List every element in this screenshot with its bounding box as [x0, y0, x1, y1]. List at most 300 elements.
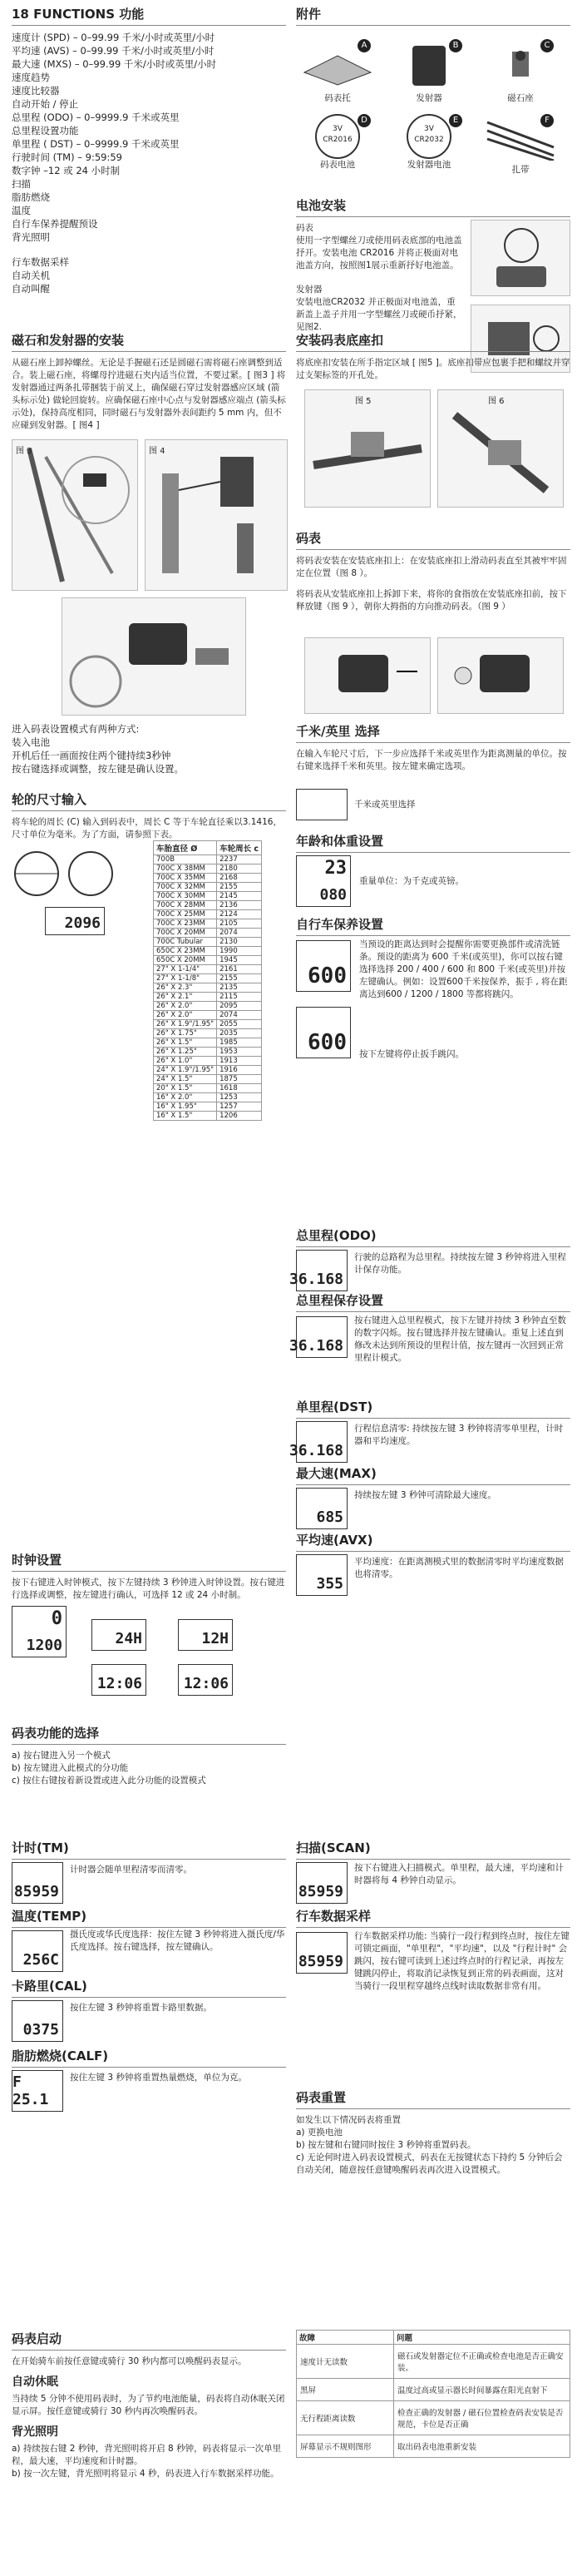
magnet-title: 磁石和发射器的安装: [12, 331, 286, 352]
wheel-circumference-cell: 2035: [217, 1029, 262, 1038]
wheel-table-row: [154, 1102, 262, 1112]
accessories-grid: [296, 31, 570, 197]
wheel-circumference-cell: 2130: [217, 938, 262, 947]
wheel-size-cell: 26" X 1.75": [154, 1029, 217, 1038]
trouble-fault-cell: 速度计无读数: [297, 2345, 394, 2379]
autostart-title: 码表启动: [12, 2330, 286, 2351]
maintenance-text-2: 按下左键将停止扳手跳闪。: [359, 1049, 464, 1059]
age-weight-title: 年龄和体重设置: [296, 832, 570, 853]
wheel-section: [12, 790, 286, 1120]
wake-line-3: 开机后任一画面按住两个键持续3秒钟: [12, 750, 171, 761]
function-item: 自动开始 / 停止: [12, 98, 79, 110]
temp-section: [12, 1907, 286, 1969]
wheel-size-cell: 650C X 20MM: [154, 956, 217, 965]
clock-lcd-3-value: 12H: [201, 1630, 229, 1647]
dst-title: 单里程(DST): [296, 1398, 570, 1419]
wheel-size-cell: 27" X 1-1/8": [154, 974, 217, 983]
unit-title: 千米/英里 选择: [296, 722, 570, 743]
reset-item-a: a) 更换电池: [296, 2128, 343, 2138]
wheel-circumference-cell: 2161: [217, 965, 262, 974]
wake-line-1: 进入码表设置模式有两种方式:: [12, 723, 140, 735]
maintenance-lcd-2: [296, 1007, 351, 1058]
wheel-size-cell: 16" X 1.95": [154, 1102, 217, 1112]
trouble-issue-cell: 检查正确的发射器 / 磁石位置检查码表安装是否规范，卡位是否正确: [394, 2401, 570, 2435]
tm-title: 计时(TM): [12, 1839, 286, 1860]
wheel-circumference-cell: 2136: [217, 901, 262, 910]
function-item: 总里程设置功能: [12, 125, 79, 136]
wheel-table-row: [154, 919, 262, 929]
wheel-size-cell: 26" X 2.0": [154, 1002, 217, 1011]
reset-item-c: c) 无论何时进入码表设置模式，码表在无按键状态下持约 5 分钟后会自动关闭，随意按任意键唤醒码表再次进入设置模式。: [296, 2152, 563, 2175]
wheel-circumference-cell: 1913: [217, 1057, 262, 1066]
tm-section: [12, 1839, 286, 1900]
autostart-text: 在开始骑车前按任意键或骑行 30 秒内都可以唤醒码表显示。: [12, 2356, 247, 2366]
wheel-circumference-cell: 2074: [217, 1011, 262, 1020]
tm-text: 计时器会随单里程清零而清零。: [70, 1865, 192, 1875]
function-item: 速度比较器: [12, 85, 60, 97]
fig4-image: [145, 439, 288, 591]
wheel-table-row: [154, 874, 262, 883]
sampling-section: [296, 1907, 570, 1991]
mode-select-item-a: a) 按右键进入另一个模式: [12, 1751, 111, 1761]
battery-sub-transmitter: 发射器: [296, 285, 323, 295]
functions-section: [12, 5, 286, 295]
maintenance-lcd-2-value: 600: [308, 1030, 347, 1055]
wheel-circumference-cell: 2155: [217, 974, 262, 983]
accessory-b-label: 发射器: [416, 93, 442, 103]
wheel-circumference-cell: 2115: [217, 993, 262, 1002]
fig9-image: [437, 637, 564, 714]
wheel-size-cell: 26" X 2.0": [154, 1011, 217, 1020]
trouble-table-row: [297, 2401, 570, 2435]
temp-text: 摄氏度或华氏度选择：按住左键 3 秒钟将进入摄氏度/华氏度选择。按右键选择，按左键确认。: [70, 1930, 285, 1952]
mxs-title: 最大速(MAX): [296, 1464, 570, 1485]
accessories-section: [296, 5, 570, 197]
trouble-issue-cell: 温度过高或显示器长时间暴露在阳光直射下: [394, 2379, 570, 2401]
function-item: 最大速 (MXS) – 0–99.99 千米/小时或英里/小时: [12, 58, 217, 70]
dst-lcd: [289, 1421, 348, 1463]
odo-title: 总里程(ODO): [296, 1226, 570, 1247]
wheel-size-cell: 700C X 30MM: [154, 892, 217, 901]
scan-title: 扫描(SCAN): [296, 1839, 570, 1860]
clock-lcd-4: [91, 1664, 146, 1696]
wheel-table-row: [154, 1084, 262, 1093]
functions-title: 18 FUNCTIONS 功能: [12, 5, 286, 26]
sleep-title: 自动休眠: [12, 2375, 58, 2389]
trouble-fault-cell: 屏幕显示不规则图形: [297, 2435, 394, 2458]
mode-select-section: [12, 1724, 286, 1787]
age-weight-section: [296, 832, 570, 904]
trouble-table: [296, 2330, 570, 2458]
wheel-circumference-cell: 2145: [217, 892, 262, 901]
mount-base-title: 安装码表底座扣: [296, 331, 570, 352]
maintenance-title: 自行车保养设置: [296, 915, 570, 936]
odo-text: 行驶的总路程为总里程。持续按左键 3 秒钟将进入里程计保存功能。: [354, 1252, 566, 1275]
wheel-table-row: [154, 1029, 262, 1038]
wheel-circumference-cell: 1253: [217, 1093, 262, 1102]
wheel-size-cell: 700C X 32MM: [154, 883, 217, 892]
accessory-d-letter: D: [358, 114, 371, 127]
trouble-col-fault: 故障: [297, 2331, 394, 2345]
mode-select-item-b: b) 按左键进入此模式的分功能: [12, 1763, 129, 1773]
wheel-circumference-cell: 1985: [217, 1038, 262, 1048]
stem-mount-illustration: [438, 390, 563, 507]
wheel-size-cell: 700C X 25MM: [154, 910, 217, 919]
dst-text: 行程信息清零: 持续按左键 3 秒钟将清零单里程，计时器和平均速度。: [354, 1424, 564, 1446]
function-item: 速度趋势: [12, 72, 50, 83]
function-item: 平均速 (AVS) – 0–99.99 千米/小时或英里/小时: [12, 45, 215, 57]
wheel-size-cell: 26" X 1.0": [154, 1057, 217, 1066]
functions-list-2: [12, 255, 286, 295]
accessory-c-label: 磁石座: [507, 93, 534, 103]
wheel-size-cell: 26" X 1.5": [154, 1038, 217, 1048]
clock-lcd-4-value: 12:06: [96, 1675, 142, 1692]
cal-title: 卡路里(CAL): [12, 1977, 286, 1998]
mxs-lcd: [296, 1488, 348, 1529]
age-weight-label: 重量单位：为千克或英镑。: [359, 876, 464, 886]
fig3-image: [12, 439, 138, 591]
battery-cr2032-icon: 3V CR2032: [407, 114, 451, 159]
accessory-a-label: 码表托: [324, 93, 351, 103]
age-weight-lcd: [296, 855, 351, 907]
calf-section: [12, 2047, 286, 2108]
odo-save-text: 按右键进入总里程模式，按下左键并持续 3 秒钟直至数的数字闪烁。按右键选择并按左键确认。重复上述直到修改未达到所预设的里程计值，按左键再一次回到正常里程计模式。: [354, 1315, 566, 1363]
age-weight-lcd-top: 23: [324, 858, 347, 879]
trouble-table-body: [297, 2345, 570, 2458]
trouble-fault-cell: 无行程距离读数: [297, 2401, 394, 2435]
function-item: 数字钟 –12 或 24 小时制: [12, 165, 121, 176]
function-item: 脂肪燃烧: [12, 191, 50, 203]
wheel-table-row: [154, 864, 262, 874]
wheel-table-row: [154, 855, 262, 864]
sampling-lcd-value: 85959: [298, 1953, 343, 1970]
wheel-size-cell: 700C X 23MM: [154, 919, 217, 929]
mode-select-item-c: c) 按住右键按着新设置或进入此分功能的设置模式: [12, 1776, 206, 1786]
accessory-e: [387, 114, 471, 181]
odo-lcd-value: 36.168: [289, 1271, 343, 1288]
computer-text-2: 将码表从安装底座扣上拆卸下来，将你的食指放在安装底座扣前，按下释放键（图 9 ），朝你大拇指的方向推动码表。（图 9 ）: [296, 589, 567, 612]
functions-list: [12, 31, 286, 244]
cal-lcd: [12, 2000, 63, 2042]
wheel-table-row: [154, 1002, 262, 1011]
wheel-table-col-diameter: 车胎直径 Ø: [154, 841, 217, 855]
trouble-section: [296, 2330, 570, 2458]
odo-save-section: [289, 1291, 570, 1363]
wheel-circumference-cell: 2168: [217, 874, 262, 883]
function-item: 自动叫醒: [12, 283, 50, 295]
accessory-a: [296, 39, 379, 103]
clock-section: [12, 1551, 286, 1692]
accessories-title: 附件: [296, 5, 570, 26]
clock-lcd-2: [91, 1619, 146, 1651]
clock-lcd-1-bottom: 1200: [26, 1637, 62, 1654]
fig5-label: 图 5: [355, 397, 372, 406]
battery-text-transmitter: 安装电池CR2032 并正极面对电池盖，重新盖上盖子并用一字型螺丝刀或硬币抒紧，见图2.: [296, 297, 462, 332]
mount-base-text: 将底座扣安装在所手指定区域 [ 图5 ]。底座扣带应包裹手把和螺纹并穿过支架标签的开孔处。: [296, 358, 570, 380]
computer-title: 码表: [296, 529, 570, 550]
accessory-d-label: 码表电池: [320, 160, 355, 170]
wheel-circumference-cell: 2105: [217, 919, 262, 929]
computer-section: [296, 529, 570, 613]
wheel-circumference-cell: 2237: [217, 855, 262, 864]
wheel-size-cell: 16" X 1.5": [154, 1112, 217, 1121]
odo-save-lcd: [289, 1316, 348, 1358]
wheel-table-col-circumference: 车轮周长 c: [217, 841, 262, 855]
clock-title: 时钟设置: [12, 1551, 286, 1572]
fig1-image: [471, 220, 570, 296]
unit-label: 千米或英里选择: [354, 800, 416, 810]
wheel-circumference-cell: 2055: [217, 1020, 262, 1029]
wheel-table-row: [154, 1048, 262, 1057]
clock-lcd-3: [178, 1619, 233, 1651]
avs-text: 平均速度：在距离测模式里的数据清零时平均速度数据也将清零。: [354, 1557, 564, 1579]
accessory-a-letter: A: [358, 39, 371, 52]
temp-lcd-value: 256C: [22, 1951, 59, 1969]
wheel-size-cell: 26" X 1.9"/1.95": [154, 1020, 217, 1029]
scan-lcd-value: 85959: [298, 1883, 343, 1900]
wheel-lcd: [45, 907, 105, 935]
bike-mount-illustration: [62, 598, 245, 715]
battery-section: [296, 196, 570, 334]
wheel-table-row: [154, 1112, 262, 1121]
tm-lcd: [12, 1862, 63, 1904]
avs-lcd: [296, 1554, 348, 1596]
cal-lcd-value: 0375: [22, 2021, 59, 2039]
calf-title: 脂肪燃烧(CALF): [12, 2047, 286, 2068]
function-item: 行驶时间 (TM) – 9:59:59: [12, 151, 122, 163]
fig6-image: [437, 389, 564, 508]
wheel-size-cell: 26" X 1.25": [154, 1048, 217, 1057]
handlebar-mount-illustration: [305, 390, 430, 507]
mount-base-section: [296, 331, 570, 406]
odo-save-lcd-value: 36.168: [289, 1337, 343, 1355]
accessory-b-letter: B: [449, 39, 462, 52]
scan-section: [296, 1839, 570, 1900]
mount-overview-image: [62, 597, 246, 716]
avs-lcd-value: 355: [316, 1575, 343, 1593]
wheel-table-row: [154, 983, 262, 993]
wake-line-2: 装入电池: [12, 736, 50, 748]
magnet-section: [12, 331, 286, 456]
wheel-table-row: [154, 1011, 262, 1020]
odo-lcd: [289, 1250, 348, 1291]
mxs-lcd-value: 685: [316, 1508, 343, 1526]
cal-text: 按住左键 3 秒钟将重置卡路里数据。: [70, 2003, 212, 2013]
wheel-circumference-cell: 1875: [217, 1075, 262, 1084]
accessory-f: [479, 114, 562, 181]
backlight-title: 背光照明: [12, 2425, 58, 2439]
wheel-size-cell: 700C Tubular: [154, 938, 217, 947]
dst-section: [289, 1398, 570, 1459]
setup-intro-section: [12, 722, 286, 775]
accessory-f-label: 扎带: [511, 165, 530, 175]
accessory-d: [296, 114, 379, 181]
battery-text-computer: 使用一字型螺丝刀或使用码表底部的电池盖抒开。安装电池 CR2016 并将正极面对电池盖方向，按照图1展示重新抒好电池盖。: [296, 235, 462, 270]
wheel-table-row: [154, 910, 262, 919]
backlight-item-a: a) 持续按右键 2 秒钟，背光照明将开启 8 秒钟，码表将显示一次单里程，最大速，平均速度和计时器。: [12, 2444, 282, 2466]
wheel-table-row: [154, 938, 262, 947]
sensor-illustration: [146, 440, 287, 590]
accessory-e-letter: E: [449, 114, 462, 127]
wheel-table-row: [154, 1093, 262, 1102]
dst-lcd-value: 36.168: [289, 1442, 343, 1459]
wheel-table-row: [154, 947, 262, 956]
clock-lcd-5-value: 12:06: [183, 1675, 229, 1692]
unit-text: 在输入车轮尺寸后，下一步应选择千米或英里作为距离测量的单位。按右键来选择千米和英里。按左键来确定选项。: [296, 749, 567, 771]
reset-item-b: b) 按左键和右键同时按住 3 秒钟将重置码表。: [296, 2140, 476, 2150]
wheel-table-row: [154, 901, 262, 910]
wheel-table-row: [154, 993, 262, 1002]
function-item: 背光照明: [12, 231, 50, 243]
wheel-size-cell: 26" X 2.1": [154, 993, 217, 1002]
wheel-circumference-cell: 1945: [217, 956, 262, 965]
wheel-table-row: [154, 1038, 262, 1048]
wheel-circumference-cell: 2074: [217, 929, 262, 938]
clock-text: 按下右键进入时钟模式，按下左键持续 3 秒钟进入时钟设置。按右键进行选择或调整，按左键进行确认，可选择 12 或 24 小时制。: [12, 1578, 285, 1600]
maintenance-lcd-1-value: 600: [308, 964, 347, 988]
wheel-table-row: [154, 1057, 262, 1066]
computer-text-1: 将码表安装在安装底座扣上：在安装底座扣上滑动码表直至其被牢牢固定在位置（图 8 ）。: [296, 556, 567, 578]
wheel-circumference-cell: 1257: [217, 1102, 262, 1112]
trouble-table-row: [297, 2435, 570, 2458]
wheel-table-wrap: [153, 840, 262, 1121]
wheel-lcd-value: 2096: [64, 914, 101, 932]
battery-cover-illustration: [471, 220, 570, 295]
wheel-size-cell: 24" X 1.9"/1.95": [154, 1066, 217, 1075]
wheel-circumference-cell: 1916: [217, 1066, 262, 1075]
battery-cr2016-icon: 3V CR2016: [315, 114, 360, 159]
slide-on-illustration: [305, 638, 430, 713]
avs-title: 平均速(AVX): [296, 1531, 570, 1552]
reset-intro: 如发生以下情况码表将重置: [296, 2115, 401, 2125]
wake-line-4: 按右键选择或调整，按左键是确认设置。: [12, 763, 184, 775]
maintenance-section: [296, 915, 570, 1059]
tm-lcd-value: 85959: [13, 1883, 59, 1900]
calf-text: 按住左键 3 秒钟将重置热量燃烧，单位为克。: [70, 2073, 247, 2083]
wheel-size-cell: 700C X 20MM: [154, 929, 217, 938]
wheel-table-row: [154, 974, 262, 983]
wheel-table: [153, 840, 262, 1121]
fig8-image: [304, 637, 431, 714]
accessory-f-letter: F: [540, 114, 554, 127]
trouble-col-issue: 问题: [394, 2331, 570, 2345]
wheel-circumference-cell: 2180: [217, 864, 262, 874]
wheel-circumference-cell: 1206: [217, 1112, 262, 1121]
fig3-label: 图 3: [16, 447, 32, 456]
temp-title: 温度(TEMP): [12, 1907, 286, 1928]
calf-lcd: [12, 2070, 63, 2112]
wheel-size-cell: 650C X 23MM: [154, 947, 217, 956]
wheel-size-cell: 700C X 35MM: [154, 874, 217, 883]
sampling-lcd: [296, 1932, 348, 1974]
mxs-section: [296, 1464, 570, 1526]
wheel-table-row: [154, 1020, 262, 1029]
clock-lcd-1-top: 0: [51, 1608, 62, 1629]
function-item: 扫描: [12, 178, 31, 190]
wheel-size-cell: 26" X 2.3": [154, 983, 217, 993]
release-illustration: [438, 638, 563, 713]
wheel-diagram: [12, 840, 136, 940]
calf-lcd-value: F 25.1: [12, 2073, 49, 2108]
trouble-issue-cell: 磁石或发射器定位不正确或检查电池是否正确安装。: [394, 2345, 570, 2379]
magnet-text: 从磁石座上卸掉螺丝。无论是手握磁石还是圆磁石需将磁石座调整到适合。装上磁石座，将螺母拧进磁石夹内适当位置，不要过紧。[ 图3 ] 将发射器通过两条扎带捆装于前叉上，确保磁石穿过发射器感应区域 (箭头标示处) 做轮回旋转。应确保磁石座中心点与发射器感应端点 (箭头标示处)，保持高度相同，同时磁石与发射器外表间距约 5 mm 内，但不应碰到发射器。[ 图4 ]: [12, 358, 286, 430]
sampling-title: 行车数据采样: [296, 1907, 570, 1928]
accessory-e-label: 发射器电池: [407, 160, 451, 170]
wheel-table-row: [154, 965, 262, 974]
wheel-circumference-cell: 2095: [217, 1002, 262, 1011]
battery-sub-computer: 码表: [296, 223, 313, 233]
wheel-circumference-cell: 1990: [217, 947, 262, 956]
wheel-circumference-cell: 1618: [217, 1084, 262, 1093]
maintenance-lcd-1: [296, 940, 351, 992]
trouble-fault-cell: 黑屏: [297, 2379, 394, 2401]
trouble-table-row: [297, 2379, 570, 2401]
accessory-b: [387, 39, 471, 103]
wheel-table-row: [154, 1075, 262, 1084]
clock-lcd-2-value: 24H: [115, 1630, 142, 1647]
cal-section: [12, 1977, 286, 2039]
wheel-table-row: [154, 929, 262, 938]
reset-title: 码表重置: [296, 2088, 570, 2109]
maintenance-text-1: 当预设的距离达到时会提醒你需要更换部件或清洗链条。预设的距离为 600 千米(或英里)，你可以按右键选择选择 200 / 400 / 600 和 800 千米(或英里)并按左键确认。例如：设置600千米按保养，振手 , 将在距离达到600 / 1200 / 1800 等都将跳闪。: [359, 939, 568, 999]
wheel-text: 将车轮的周长 (C) 输入到码表中，周长 C 等于车轮直径乘以3.1416，尺寸单位为毫米。为了方面，请参照下表。: [12, 817, 282, 840]
fig6-label: 图 6: [488, 397, 505, 406]
function-item: 单里程 ( DST) – 0–9999.9 千米或英里: [12, 138, 180, 150]
odo-section: [289, 1226, 570, 1288]
sleep-text: 当持续 5 分钟不使用码表时，为了节约电池能量，码表将自动休眠关闭显示屏。按任意键或骑行 30 秒内再次唤醒码表。: [12, 2394, 285, 2416]
mode-select-title: 码表功能的选择: [12, 1724, 286, 1745]
sampling-text: 行车数据采样功能: 当骑行一段行程到终点时，按住左键可锁定画面，"单里程"，"平均速"，以及 "行程计时" 会跳闪，按右键可读到上述过终点时的行程记录，再按左键跳闪停止，将取消记录恢复到正常的码表画面，这对当骑行一段里程穿越终点线时读取数据非常有用。: [354, 1931, 570, 1991]
function-item: 温度: [12, 205, 31, 216]
backlight-item-b: b) 按一次左键，背光照明将显示 4 秒，码表进入行车数据采样功能。: [12, 2469, 279, 2479]
wheel-table-body: [154, 855, 262, 1121]
unit-section: [296, 722, 570, 810]
function-item: 行车数据采样: [12, 256, 69, 268]
reset-section: [296, 2088, 570, 2177]
autostart-section: [12, 2330, 286, 2480]
temp-lcd: [12, 1930, 63, 1972]
age-weight-lcd-bottom: 080: [319, 886, 347, 904]
wheel-size-cell: 700B: [154, 855, 217, 864]
function-item: 自行车保养提醒预设: [12, 218, 98, 230]
wheel-table-row: [154, 883, 262, 892]
wheel-size-cell: 27" X 1-1/4": [154, 965, 217, 974]
function-item: 速度计 (SPD) – 0–99.99 千米/小时或英里/小时: [12, 32, 215, 43]
wheel-size-cell: 700C X 28MM: [154, 901, 217, 910]
wheel-size-cell: 700C X 38MM: [154, 864, 217, 874]
scan-text: 按下右键进入扫描模式。单里程，最大速，平均速和计时器将每 4 秒钟自动显示。: [354, 1863, 564, 1885]
wheel-size-cell: 20" X 1.5": [154, 1084, 217, 1093]
battery-title: 电池安装: [296, 196, 570, 217]
mxs-text: 持续按左键 3 秒钟可清除最大速度。: [354, 1490, 496, 1500]
unit-lcd: [296, 789, 348, 820]
odo-save-title: 总里程保存设置: [296, 1291, 570, 1312]
fig4-label: 图 4: [149, 447, 165, 456]
wheel-size-cell: 16" X 2.0": [154, 1093, 217, 1102]
accessory-c-letter: C: [540, 39, 554, 52]
avs-section: [296, 1531, 570, 1593]
fig5-image: [304, 389, 431, 508]
wheel-table-row: [154, 1066, 262, 1075]
wheel-size-cell: 24" X 1.5": [154, 1075, 217, 1084]
wheel-circumference-cell: 2155: [217, 883, 262, 892]
clock-lcd-1: [12, 1606, 67, 1657]
fork-illustration: [12, 440, 137, 590]
trouble-issue-cell: 取出码表电池重新安装: [394, 2435, 570, 2458]
function-item: 自动关机: [12, 270, 50, 281]
wheel-table-row: [154, 892, 262, 901]
wheel-circumference-cell: 2124: [217, 910, 262, 919]
